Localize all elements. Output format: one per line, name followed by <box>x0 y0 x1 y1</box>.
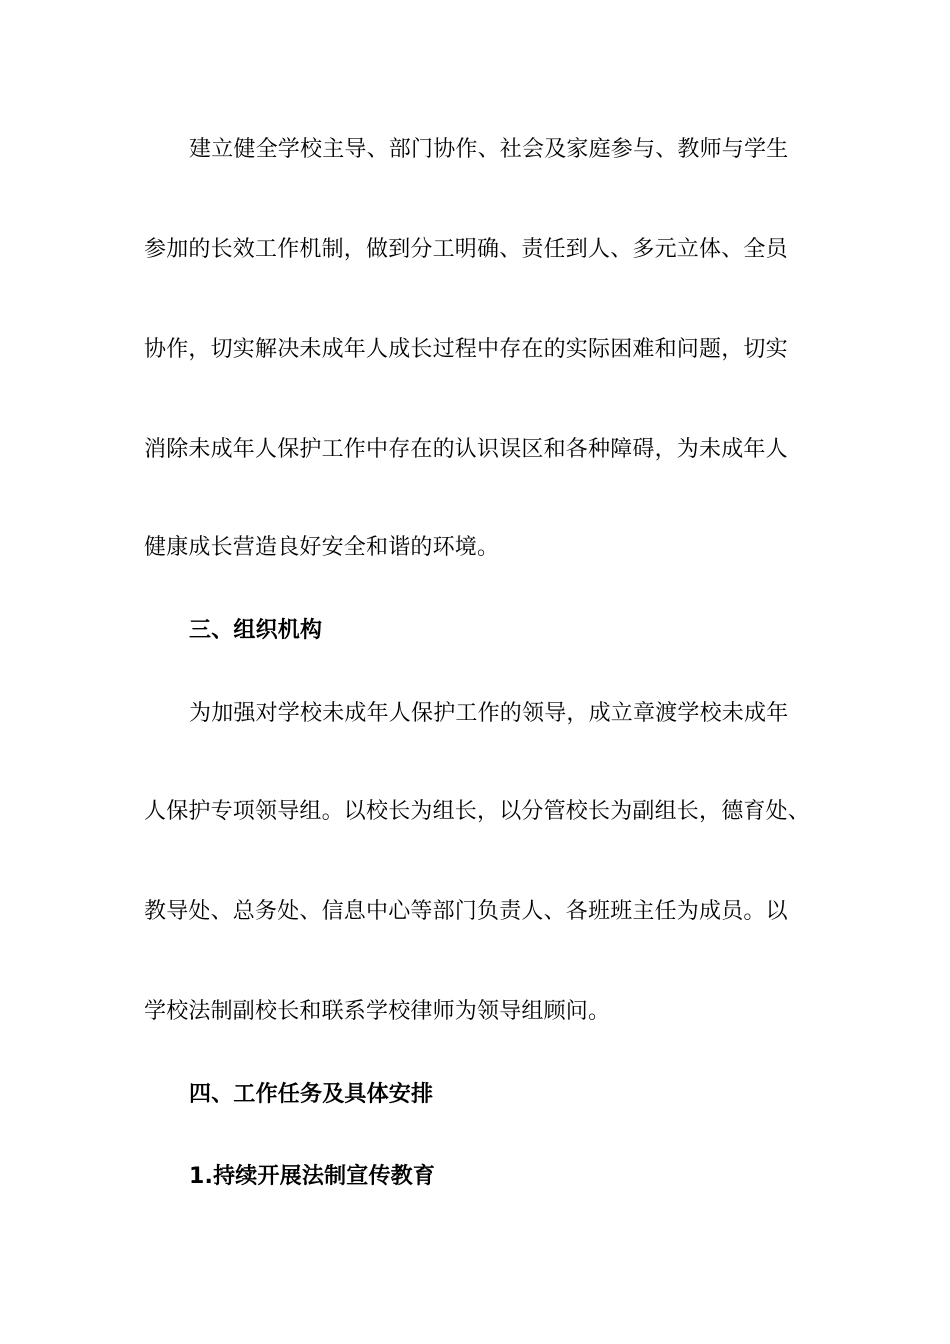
section-heading: 三、组织机构 <box>189 618 323 643</box>
section-heading: 四、工作任务及具体安排 <box>189 1082 434 1107</box>
paragraph-line: 协作，切实解决未成年人成长过程中存在的实际困难和问题，切实 <box>144 337 788 362</box>
paragraph-line: 学校法制副校长和联系学校律师为领导组顾问。 <box>144 999 611 1024</box>
paragraph-line: 消除未成年人保护工作中存在的认识误区和各种障碍，为未成年人 <box>144 437 788 462</box>
paragraph-line: 健康成长营造良好安全和谐的环境。 <box>144 535 500 560</box>
paragraph-line: 人保护专项领导组。以校长为组长，以分管校长为副组长，德育处、 <box>144 799 811 824</box>
paragraph-line: 建立健全学校主导、部门协作、社会及家庭参与、教师与学生 <box>189 137 789 162</box>
paragraph-line: 参加的长效工作机制，做到分工明确、责任到人、多元立体、全员 <box>144 237 788 262</box>
paragraph-line: 教导处、总务处、信息中心等部门负责人、各班班主任为成员。以 <box>144 899 788 924</box>
paragraph-line: 为加强对学校未成年人保护工作的领导，成立章渡学校未成年 <box>189 701 789 726</box>
subsection-heading: 1.持续开展法制宣传教育 <box>189 1164 436 1189</box>
